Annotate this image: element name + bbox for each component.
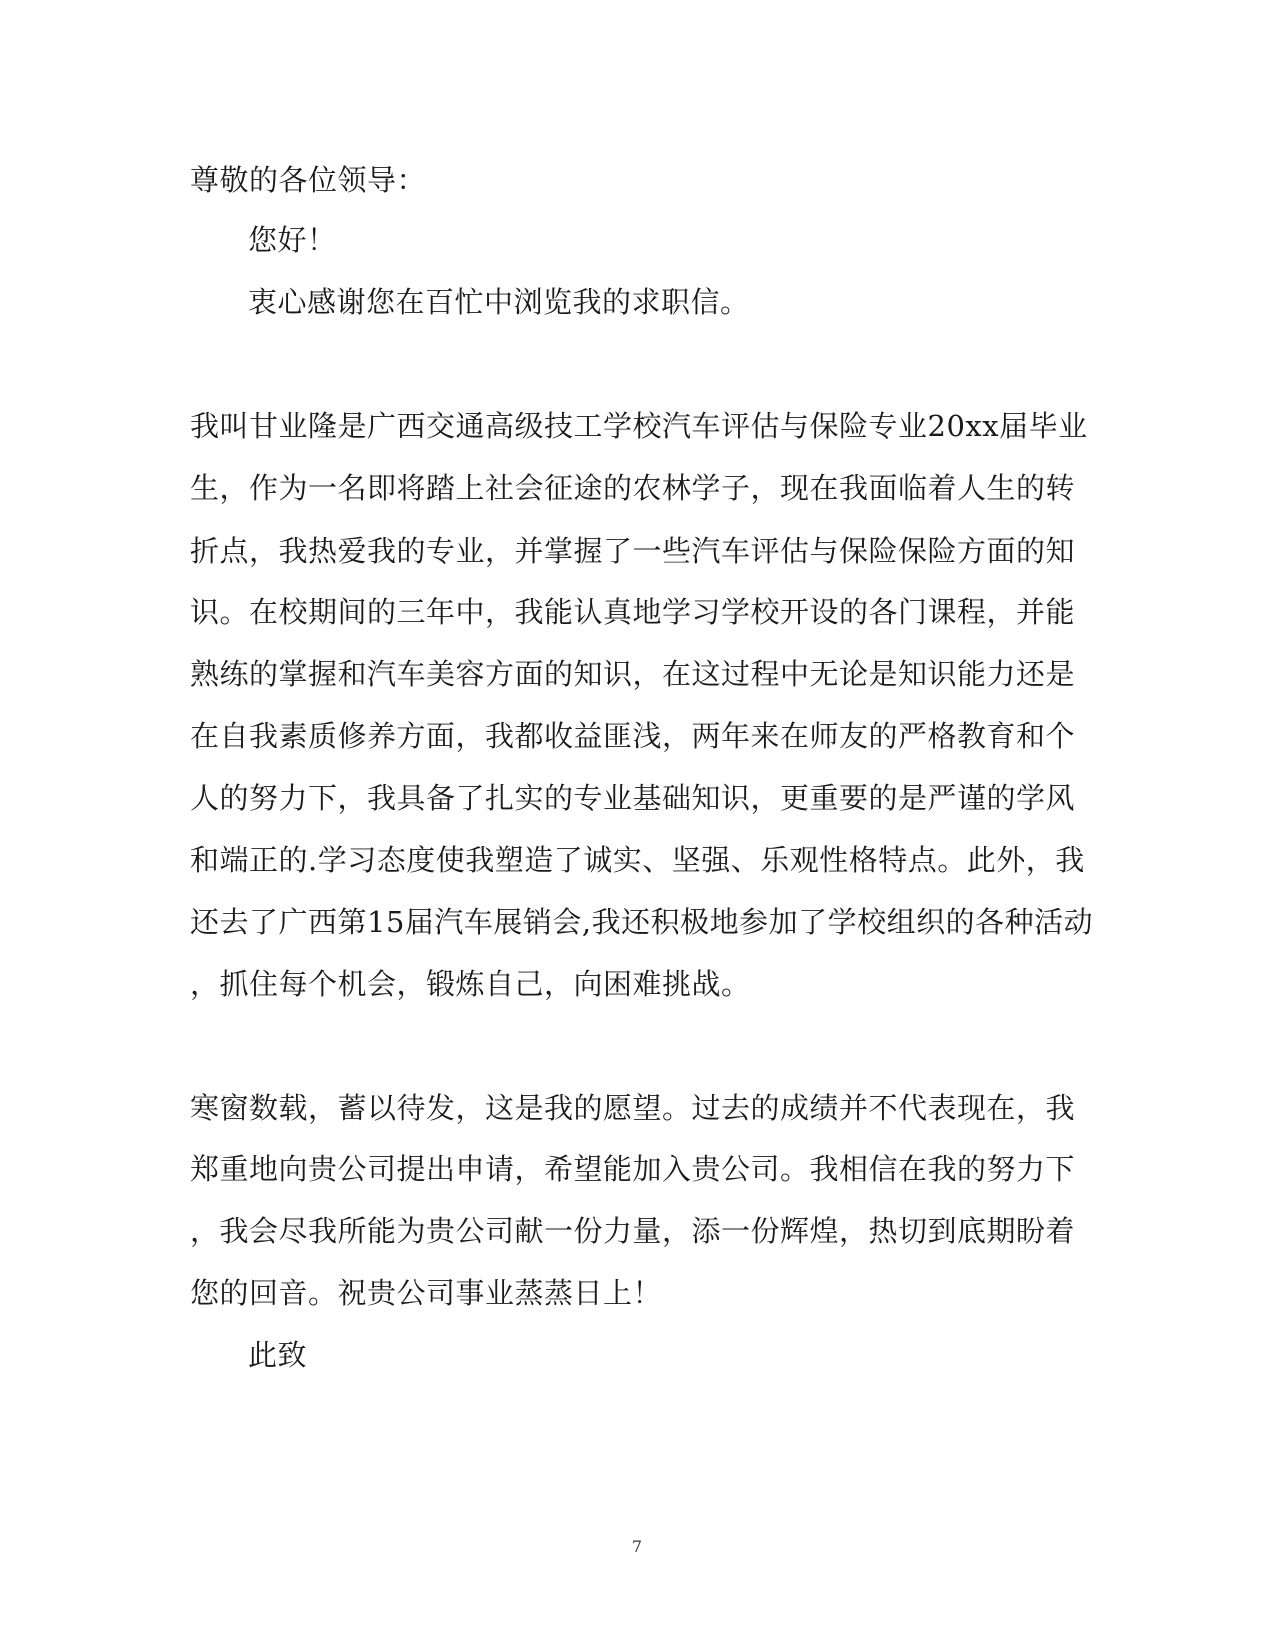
page-number: 7 — [631, 1537, 643, 1556]
greeting: 您好！ — [248, 223, 337, 257]
paragraph-line: 熟练的掌握和汽车美容方面的知识，在这过程中无论是知识能力还是 — [190, 657, 1076, 691]
closing: 此致 — [248, 1338, 308, 1372]
paragraph-line: 和端正的.学习态度使我塑造了诚实、坚强、乐观性格特点。此外，我 — [190, 843, 1085, 877]
paragraph-line: 人的努力下，我具备了扎实的专业基础知识，更重要的是严谨的学风 — [190, 781, 1076, 815]
paragraph-line: 识。在校期间的三年中，我能认真地学习学校开设的各门课程，并能 — [190, 595, 1076, 629]
paragraph-line: 您的回音。祝贵公司事业蒸蒸日上！ — [190, 1276, 663, 1310]
paragraph-line: 折点，我热爱我的专业，并掌握了一些汽车评估与保险保险方面的知 — [190, 534, 1076, 568]
paragraph-line: 在自我素质修养方面，我都收益匪浅，两年来在师友的严格教育和个 — [190, 719, 1076, 753]
paragraph-line: 郑重地向贵公司提出申请，希望能加入贵公司。我相信在我的努力下 — [190, 1152, 1076, 1186]
thanks-line: 衷心感谢您在百忙中浏览我的求职信。 — [248, 285, 750, 319]
paragraph-line: 还去了广西第15届汽车展销会,我还积极地参加了学校组织的各种活动 — [190, 905, 1094, 939]
paragraph-line: 生，作为一名即将踏上社会征途的农林学子，现在我面临着人生的转 — [190, 471, 1076, 505]
paragraph-line: ，抓住每个机会，锻炼自己，向困难挑战。 — [190, 967, 751, 1001]
paragraph-line: 我叫甘业隆是广西交通高级技工学校汽车评估与保险专业20xx届毕业 — [190, 409, 1088, 443]
paragraph-line: 寒窗数载，蓄以待发，这是我的愿望。过去的成绩并不代表现在，我 — [190, 1091, 1076, 1125]
paragraph-line: ，我会尽我所能为贵公司献一份力量，添一份辉煌，热切到底期盼着 — [190, 1214, 1076, 1248]
salutation: 尊敬的各位领导： — [190, 163, 427, 197]
